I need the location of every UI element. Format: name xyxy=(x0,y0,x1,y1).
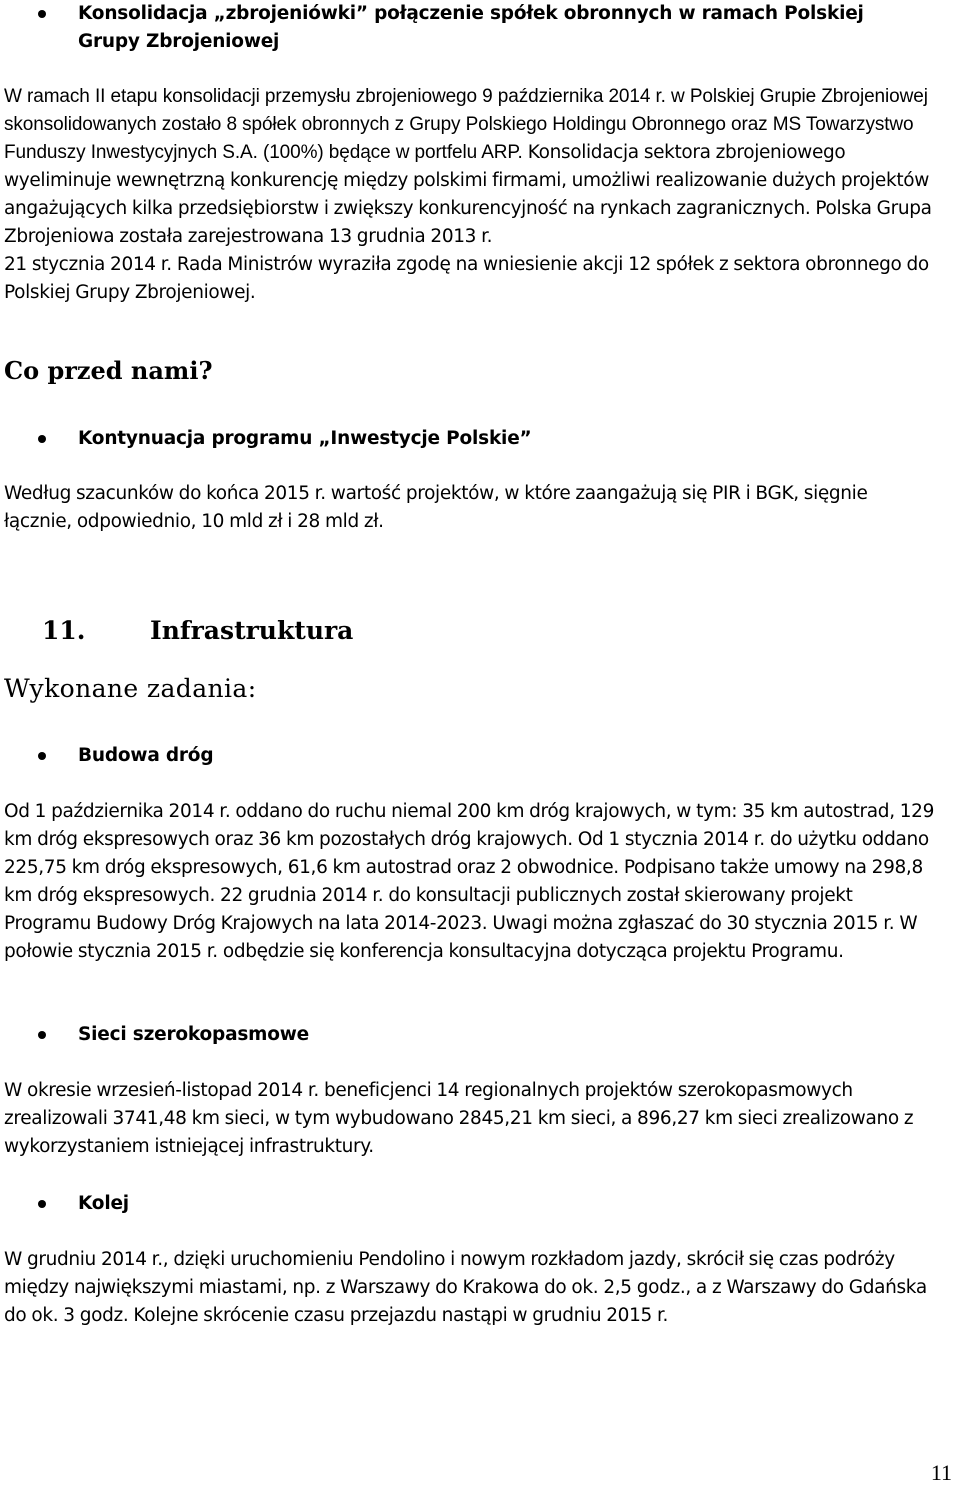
bullet-icon xyxy=(38,1031,46,1039)
paragraph-konsolidacja xyxy=(4,83,940,307)
bullet-text: Budowa dróg xyxy=(78,745,214,766)
bullet-text: Kolej xyxy=(78,1193,129,1214)
paragraph-sieci: W okresie wrzesień-listopad 2014 r. beneficjenci 14 regionalnych projektów szerokopasmowych zrealizowali 3741,48 km sieci, w tym wybudowano 2845,21 km sieci, a 896,27 km sieci zrealizowano z wykorzystaniem istniejącej infrastruktury. xyxy=(4,1080,914,1157)
section-title: Infrastruktura xyxy=(150,616,354,645)
bullet-icon xyxy=(38,1200,46,1208)
bullet-icon xyxy=(38,10,46,18)
bullet-icon xyxy=(38,752,46,760)
section-number: 11. xyxy=(42,616,86,645)
paragraph-budowa-drog: Od 1 października 2014 r. oddano do ruchu niemal 200 km dróg krajowych, w tym: 35 km autostrad, 129 km dróg ekspresowych oraz 36 km pozostałych dróg krajowych. Od 1 stycznia 2014 r. do użytku oddano 225,75 km dróg ekspresowych, 61,6 km autostrad oraz 2 obwodnice. Podpisano także umowy na 298,8 km dróg ekspresowych. 22 grudnia 2014 r. do konsultacji publicznych został skierowany projekt Programu Budowy Dróg Krajowych na lata 2014-2023. Uwagi można zgłaszać do 30 stycznia 2015 r. W połowie stycznia 2015 r. odbędzie się konferencja konsultacyjna dotycząca projektu Programu. xyxy=(4,801,935,962)
paragraph-kolej: W grudniu 2014 r., dzięki uruchomieniu Pendolino i nowym rozkładom jazdy, skrócił się czas podróży między największymi miastami, np. z Warszawy do Krakowa do ok. 2,5 godz., a z Warszawy do Gdańska do ok. 3 godz. Kolejne skrócenie czasu przejazdu nastąpi w grudniu 2015 r. xyxy=(4,1249,927,1326)
paragraph-konsolidacja-part-a: W ramach II etapu konsolidacji przemysłu zbrojeniowego 9 października 2014 r. w Polskiej Grupie Zbrojeniowej skonsolidowanych zostało 8 spółek obronnych z Grupy Polskiego Holdingu Obronnego oraz MS Towarzystwo Funduszy Inwestycyjnych S.A. (100%) będące w portfelu ARP. xyxy=(4,86,928,163)
heading-co-przed-nami: Co przed nami? xyxy=(4,356,213,385)
paragraph-konsolidacja-part-c: 21 stycznia 2014 r. Rada Ministrów wyraziła zgodę na wniesienie akcji 12 spółek z sektora obronnego do Polskiej Grupy Zbrojeniowej. xyxy=(4,254,929,303)
bullet-text: Kontynuacja programu „Inwestycje Polskie” xyxy=(78,428,532,449)
bullet-icon xyxy=(38,435,46,443)
heading-wykonane-zadania: Wykonane zadania: xyxy=(4,674,257,703)
bullet-text: Konsolidacja „zbrojeniówki” połączenie spółek obronnych w ramach Polskiej Grupy Zbrojeniowej xyxy=(78,3,864,52)
bullet-text: Sieci szerokopasmowe xyxy=(78,1024,309,1045)
paragraph-kontynuacja: Według szacunków do końca 2015 r. wartość projektów, w które zaangażują się PIR i BGK, sięgnie łącznie, odpowiednio, 10 mld zł i 28 mld zł. xyxy=(4,483,868,532)
page-number: 11 xyxy=(930,1460,952,1485)
paragraph-konsolidacja-part-b: Konsolidacja sektora zbrojeniowego wyeliminuje wewnętrzną konkurencję między polskimi firmami, umożliwi realizowanie dużych projektów angażujących kilka przedsiębiorstw i zwiększy konkurencyjność na rynkach zagranicznych. Polska Grupa Zbrojeniowa została zarejestrowana 13 grudnia 2013 r. xyxy=(4,142,932,247)
